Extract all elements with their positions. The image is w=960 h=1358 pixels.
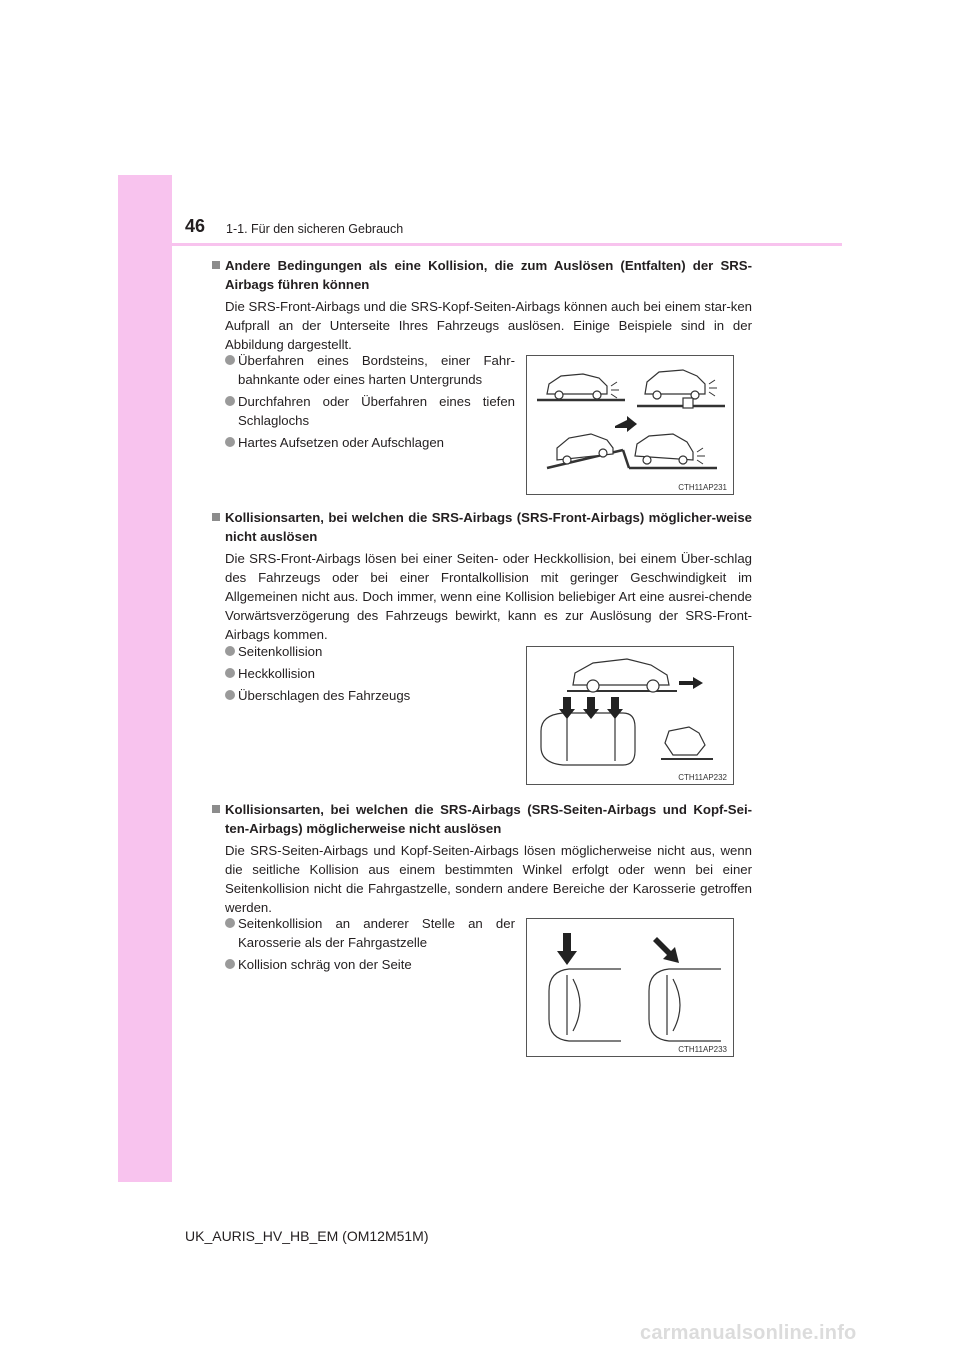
section-2-paragraph: Die SRS-Front-Airbags lösen bei einer Seiten- oder Heckkollision, bei einem Über-schlag des Fahrzeugs oder bei einer Frontalkollision mit geringer Geschwindigkeit im Allgemeinen nicht aus. Doch immer, wenn eine Kollision beliebiger Art eine ausrei-chende Vorwärtsverzögerung des Fahrzeugs bewirkt, kann es zur Auslösung der SRS-Front-Airbags kommen.: [225, 551, 752, 642]
circle-bullet-icon: [225, 668, 235, 678]
section-2-bullets: [225, 642, 515, 708]
list-item: Durchfahren oder Überfahren eines tiefen Schlaglochs: [225, 392, 515, 430]
list-item: Überfahren eines Bordsteins, einer Fahr-bahnkante oder eines harten Untergrunds: [225, 351, 515, 389]
figure-label: CTH11AP231: [678, 483, 727, 492]
section-1-heading: Andere Bedingungen als eine Kollision, die zum Auslösen (Entfalten) der SRS-Airbags führen können: [212, 256, 752, 294]
page-number: 46: [185, 216, 206, 236]
side-color-band: [118, 175, 172, 1182]
side-rear-rollover-illustration: [527, 647, 733, 784]
section-3-bullets: [225, 914, 515, 977]
list-item: Seitenkollision an anderer Stelle an der Karosserie als der Fahrgastzelle: [225, 914, 515, 952]
circle-bullet-icon: [225, 396, 235, 406]
list-item: Überschlagen des Fahrzeugs: [225, 686, 515, 705]
square-bullet-icon: [212, 261, 220, 269]
figure-underbody-impact: [526, 355, 734, 495]
figure-label: CTH11AP232: [678, 773, 727, 782]
figure-side-impact-angles: [526, 918, 734, 1057]
circle-bullet-icon: [225, 918, 235, 928]
list-item: Kollision schräg von der Seite: [225, 955, 515, 974]
section-3-paragraph: Die SRS-Seiten-Airbags und Kopf-Seiten-Airbags lösen möglicherweise nicht aus, wenn die seitliche Kollision aus einem bestimmten Winkel erfolgt oder wenn bei einer Seitenkollision nicht die Fahrgastzelle, sondern andere Bereiche der Karosserie getroffen werden.: [225, 843, 752, 915]
section-3-heading: Kollisionsarten, bei welchen die SRS-Airbags (SRS-Seiten-Airbags und Kopf-Sei-ten-Airbags) möglicherweise nicht auslösen: [212, 800, 752, 838]
section-title: 1-1. Für den sicheren Gebrauch: [226, 222, 404, 236]
circle-bullet-icon: [225, 646, 235, 656]
section-3: [212, 800, 752, 917]
manual-id: UK_AURIS_HV_HB_EM (OM12M51M): [185, 1228, 429, 1244]
square-bullet-icon: [212, 513, 220, 521]
circle-bullet-icon: [225, 690, 235, 700]
watermark: carmanualsonline.info: [640, 1322, 857, 1344]
section-1-paragraph: Die SRS-Front-Airbags und die SRS-Kopf-Seiten-Airbags können auch bei einem star-ken Aufprall an der Unterseite Ihres Fahrzeugs auslösen. Einige Beispiele sind in der Abbildung dargestellt.: [225, 299, 752, 352]
side-impact-angles-illustration: [527, 919, 733, 1056]
section-2: [212, 508, 752, 644]
circle-bullet-icon: [225, 959, 235, 969]
section-1: [212, 256, 752, 354]
figure-side-rear-rollover: [526, 646, 734, 785]
section-1-bullets: [225, 351, 515, 455]
underbody-impact-illustration: [527, 356, 733, 494]
list-item: Heckkollision: [225, 664, 515, 683]
list-item: Hartes Aufsetzen oder Aufschlagen: [225, 433, 515, 452]
list-item: Seitenkollision: [225, 642, 515, 661]
square-bullet-icon: [212, 805, 220, 813]
figure-label: CTH11AP233: [678, 1045, 727, 1054]
circle-bullet-icon: [225, 437, 235, 447]
section-2-heading: Kollisionsarten, bei welchen die SRS-Airbags (SRS-Front-Airbags) möglicher-weise nicht auslösen: [212, 508, 752, 546]
circle-bullet-icon: [225, 355, 235, 365]
header-rule: [118, 243, 842, 246]
